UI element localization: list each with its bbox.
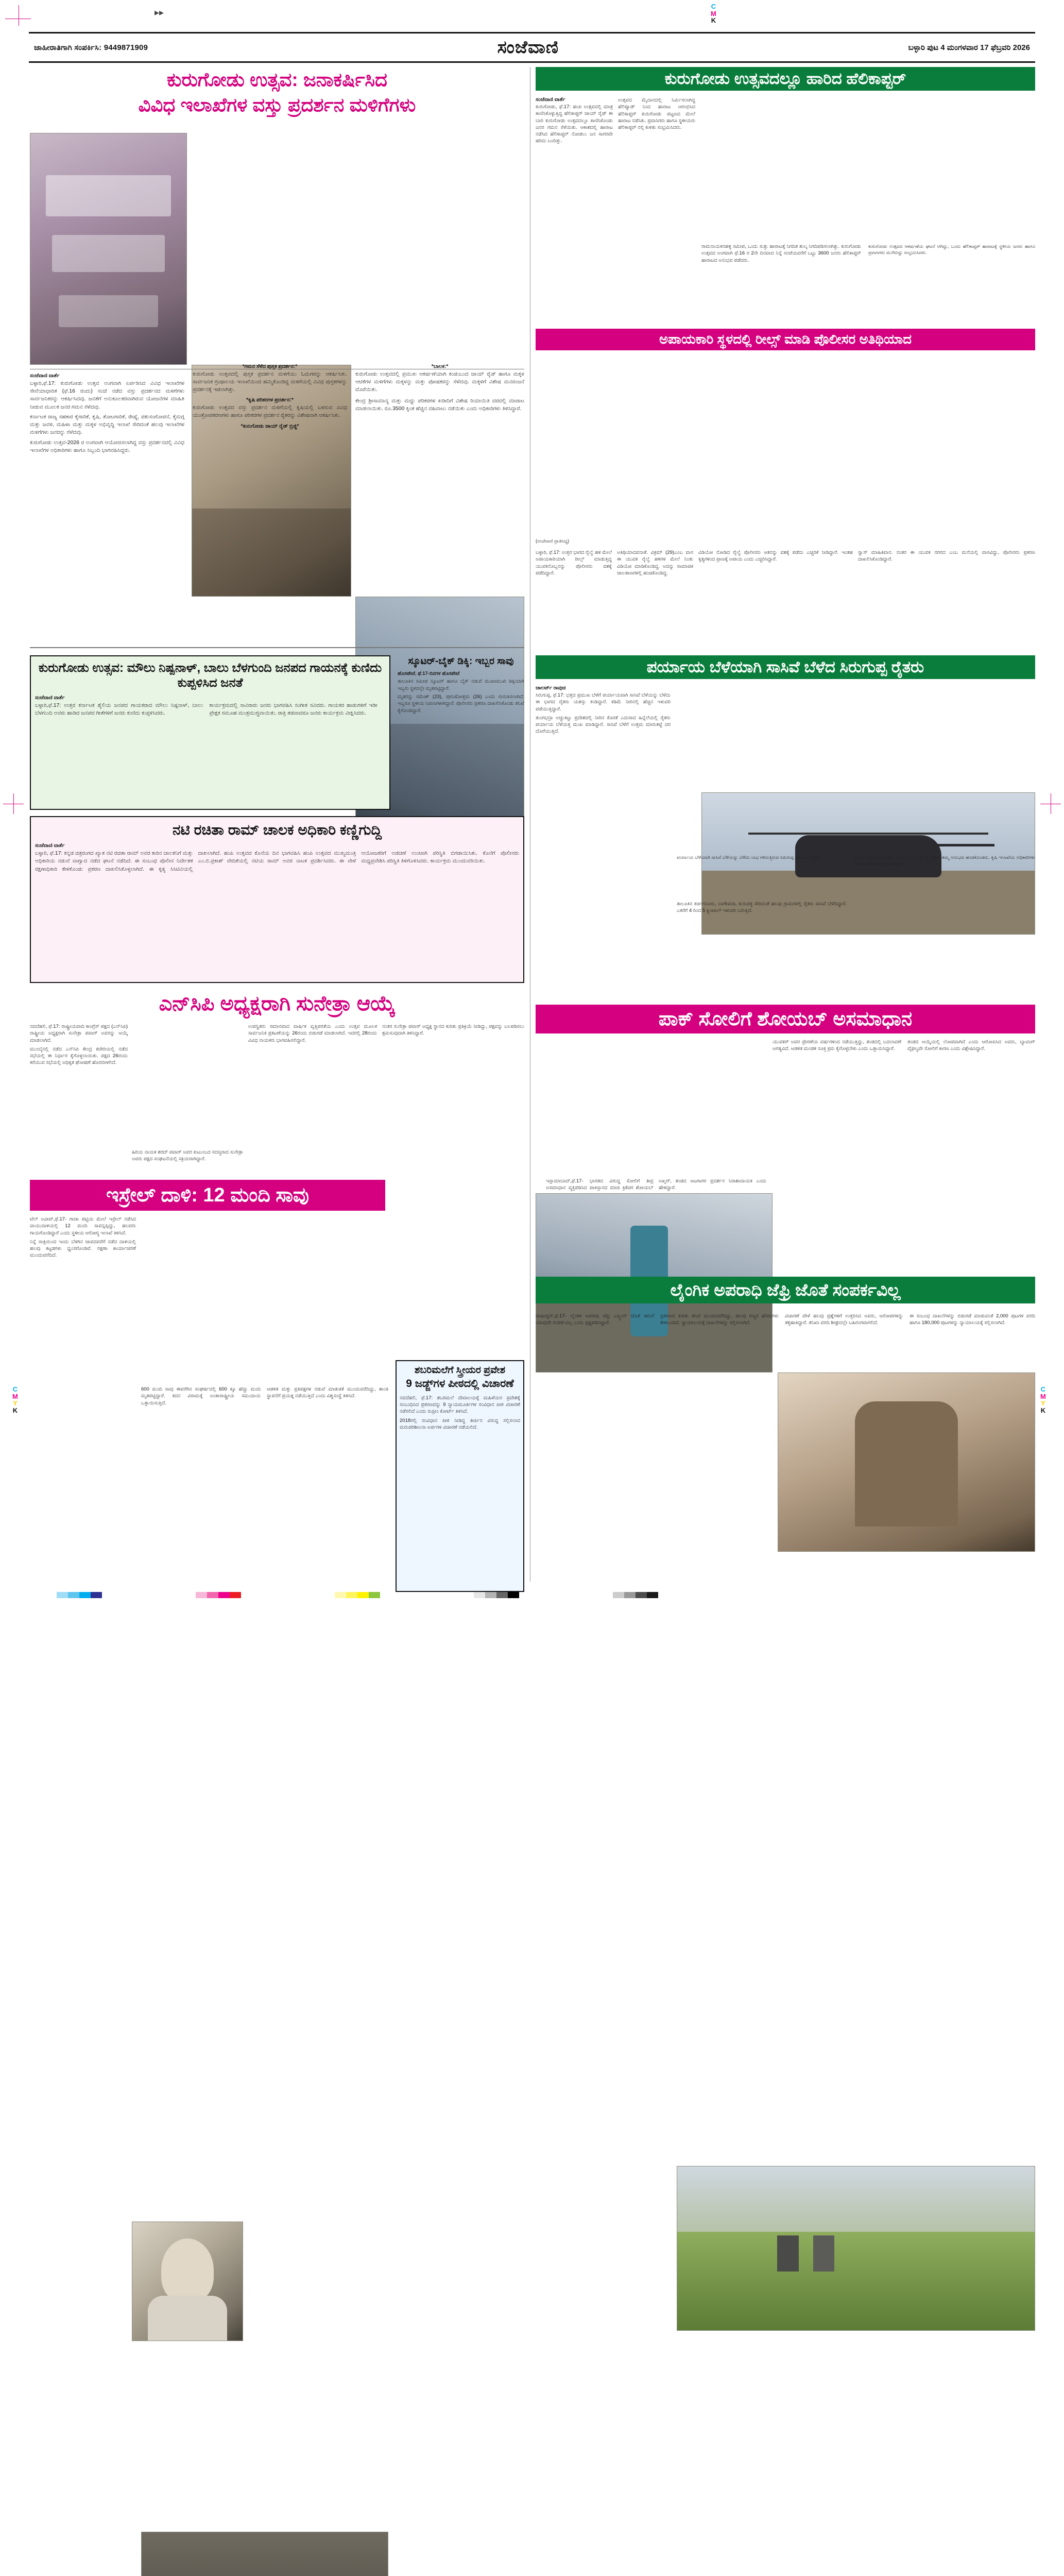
swatch-cyan-full bbox=[79, 1592, 91, 1598]
railway-text-3: ವಿಡಿಯೋ ನೋಡಿದ ರೈಲ್ವೆ ಪೊಲೀಸರು ಆತನನ್ನು ವಶಕ್ಕೆ ಪಡೆದು ಎಚ್ಚರಿಕೆ ನೀಡಿದ್ದಾರೆ. ಇಂತಹ ಕೃತ್ಯಗಳಿಂದ ಪ್ರಾಣಕ್ಕೆ ಅಪಾಯ ಎಂದು ಎಚ್ಚರಿಸಿದ್ದಾರೆ. bbox=[698, 550, 853, 563]
sabarimala-headline-1: ಶಬರಿಮಲೆಗೆ ಸ್ತ್ರೀಯರ ಪ್ರವೇಶ bbox=[414, 1365, 506, 1376]
swatch-blue bbox=[91, 1592, 102, 1598]
lead-text-1: ಬಳ್ಳಾರಿ,ಫೆ.17: ಕುರುಗೋಡು ಉತ್ಸವ ಅಂಗವಾಗಿ ಏರ್ಪಡಿಸಿದ ವಿವಿಧ ಇಲಾಖೆಗಳ ಸೇವೆಯಾಧಾರಿತ (ಫೆ.16 ರಂದು) ಸಂಜೆ ನಡೆದ ವಸ್ತು ಪ್ರದರ್ಶನದ ಮಳಿಗೆಗಳು ಸಾರ್ವಜನಿಕರನ್ನು ಆಕರ್ಷಿಸಿದವು. ಜನತೆಗೆ ಅನುಕೂಲಕರವಾಗಿರುವ ಯೋಜನೆಗಳ ಮಾಹಿತಿ ನೀಡುವ ಮೂಲಕ ಜನರ ಗಮನ ಸೆಳೆದವು. bbox=[30, 380, 184, 410]
ncp-text-1: ನವದೆಹಲಿ, ಫೆ.17: ರಾಷ್ಟ್ರೀಯವಾದಿ ಕಾಂಗ್ರೆಸ್ ಪಕ್ಷದ (ಎನ್‌ಸಿಪಿ) ರಾಷ್ಟ್ರೀಯ ಅಧ್ಯಕ್ಷರಾಗಿ ಸುನೇತ್ರಾ ಪವಾರ್ ಅವರನ್ನು ಆಯ್ಕೆ ಮಾಡಲಾಗಿದೆ. bbox=[30, 1024, 128, 1043]
color-calibration-bar-extra bbox=[613, 1592, 658, 1598]
cmyk-top-marker: C M K bbox=[711, 3, 716, 25]
railway-caption-text: (ಸಂಜೆವಾಣಿ ಪ್ರಾತಿನಿಧ್ಯ) bbox=[536, 538, 570, 544]
lead-headline bbox=[30, 68, 524, 116]
swatch-red bbox=[230, 1592, 241, 1598]
ncp-headline bbox=[30, 991, 524, 1016]
sexoffender-banner-text: ಲೈಂಗಿಕ ಅಪರಾಧಿ ಜೆಫ್ರಿ ಜೊತೆ ಸಂಪರ್ಕವಿಲ್ಲ bbox=[670, 1280, 901, 1299]
edition-info: ಬಳ್ಳಾರಿ ಪುಟ 4 ಮಂಗಳವಾರ 17 ಫೆಬ್ರವರಿ 2026 bbox=[908, 43, 1030, 52]
lead-headline-line1: ಕುರುಗೋಡು ಉತ್ಸವ: ಜನಾಕರ್ಷಿಸಿದ bbox=[167, 69, 387, 90]
swatch-yellow-full bbox=[357, 1592, 369, 1598]
lead-sub5-text: ಕೇಂದ್ರ ಶ್ರೀಸಾಮಾನ್ಯ ಮತ್ತು ಮದ್ದು ಪರಿಕರಗಳ ಖರೀದಿಗೆ ವಿಶೇಷ ರಿಯಾಯಿತಿ ದರದಲ್ಲಿ ಮಾರಾಟ ಮಾಡಲಾಯಿತು. ರೂ.3500 ಕ್ಕಿಂತ ಹೆಚ್ಚಿನ ವಹಿವಾಟು ನಡೆಯಿತು ಎಂದು ಅಧಿಕಾರಿಗಳು ತಿಳಿಸಿದ್ದಾರೆ. bbox=[355, 397, 524, 412]
swatch-yellow-mid bbox=[346, 1592, 357, 1598]
masthead bbox=[29, 32, 1035, 63]
israel-text-2: ನಿನ್ನೆ ರಾತ್ರಿಯಿಂದ ಇಂದು ಬೆಳಗಿನ ಜಾವದವರೆಗೆ ನಡೆದ ದಾಳಿಯಲ್ಲಿ ಹಲವು ಕಟ್ಟಡಗಳು ಧ್ವಂಸಗೊಂಡಿವೆ. ರಕ್ಷಣಾ ಕಾರ್ಯಾಚರಣೆ ಮುಂದುವರೆದಿದೆ. bbox=[30, 1239, 136, 1259]
sabarimala-headline-2: 9 ಜಡ್ಜ್‌ಗಳ ಪೀಠದಲ್ಲಿ ವಿಚಾರಣೆ bbox=[406, 1378, 514, 1390]
folk-singers-headline: ಕುರುಗೋಡು ಉತ್ಸವ: ಮೌಲು ನಿಷ್ಪನಾಳ್, ಬಾಲು ಬೆಳಗುಂದಿ ಜನಪದ ಗಾಯನಕ್ಕೆ ಕುಣಿದು ಕುಪ್ಪಳಿಸಿದ ಜನತೆ bbox=[38, 661, 382, 690]
helicopter-text-3: ರಾಮನಾಯಕನಹಳ್ಳಿ ಸಮೀಪ, ಒಂದು ಸುತ್ತು ಹಾರಾಟಕ್ಕೆ ನಿಗದಿತ ಶುಲ್ಕ ನಿಗದಿಪಡಿಸಲಾಗಿತ್ತು. ಕುರುಗೋಡು ಉತ್ಸವದ ಅಂಗವಾಗಿ ಫೆ.16 ರ 2ನೇ ದಿನವಾದ ನಿನ್ನೆ ಸಂಜೆಯವರೆಗೆ ಒಟ್ಟು 3600 ಜನರು ಹೆಲಿಕಾಪ್ಟರ್ ಹಾರಾಟದ ಅನುಭವ ಪಡೆದರು. bbox=[701, 244, 861, 263]
color-calibration-bar-magenta bbox=[196, 1592, 241, 1598]
israel-banner-text: ಇಸ್ರೇಲ್ ದಾಳಿ: 12 ಮಂದಿ ಸಾವು bbox=[106, 1184, 309, 1206]
exhibition-stall-photo bbox=[30, 133, 187, 365]
farmers-text-2: ತುಂಗಭದ್ರಾ ಅಚ್ಚುಕಟ್ಟು ಪ್ರದೇಶದಲ್ಲಿ ನೀರಿನ ಕೊರತೆ ಎದುರಾದ ಹಿನ್ನೆಲೆಯಲ್ಲಿ ರೈತರು ಪರ್ಯಾಯ ಬೆಳೆಯತ್ತ ಮುಖ ಮಾಡಿದ್ದಾರೆ. ಸಾಸಿವೆ ಬೆಳೆಗೆ ಉತ್ತಮ ಮಾರುಕಟ್ಟೆ ದರ ದೊರೆಯುತ್ತಿದೆ. bbox=[536, 715, 671, 735]
helicopter-caption bbox=[868, 243, 1035, 326]
railway-caption bbox=[536, 538, 690, 548]
lead-sub4-title: *ಬಾಲಕ:* bbox=[431, 364, 449, 369]
railway-text-4: ಸ್ವಾಸ್ ಮಾಹಿತಿವಾನ. ನಂತರ ಈ ಯುವಕ ನಗರದ ಎಂಬ ಮನೆಯಲ್ಲಿ ವಾಸವಿದ್ದು, ಪೊಲೀಸರು ಪ್ರಕರಣ ದಾಖಲಿಸಿಕೊಂಡಿದ್ದಾರೆ. bbox=[858, 550, 1035, 563]
railway-text-2: ಅತಿಥಿಯಾದವನಾತೆ. ವಿಕ್ರಮ್ (29)ಎಂಬ ವಾಸ ಈ ಯುವಕ ರೈಲ್ವೆ ಹಳಿಗಳ ಮೇಲೆ ನಿಂತು ವಿಡಿಯೋ ಮಾಡಿಕೊಂಡಿದ್ದ. ಅದನ್ನು ಸಾಮಾಜಿಕ ಜಾಲತಾಣಗಳಲ್ಲಿ ಹಂಚಿಕೊಂಡಿದ್ದ. bbox=[617, 550, 693, 576]
swatch-cyan-mid bbox=[68, 1592, 79, 1598]
israel-banner bbox=[30, 1180, 385, 1211]
helicopter-col-1 bbox=[536, 97, 613, 318]
swatch-gray-60 bbox=[496, 1592, 508, 1598]
color-calibration-bar bbox=[57, 1592, 102, 1598]
railway-banner-text: ಅಪಾಯಕಾರಿ ಸ್ಥಳದಲ್ಲಿ ರೀಲ್ಸ್ ಮಾಡಿ ಪೊಲೀಸರ ಅತಿಥಿಯಾದ bbox=[659, 331, 912, 347]
scooter-text-1: ತಾಲೂಕಿನ ಸಮೀಪ ಸ್ಕೂಟರ್ ಹಾಗೂ ಬೈಕ್ ನಡುವೆ ಮುಖಾಮುಖಿ ಡಿಕ್ಕಿಯಾಗಿ ಇಬ್ಬರು ಸ್ಥಳದಲ್ಲೇ ಮೃತಪಟ್ಟಿದ್ದಾರೆ. bbox=[398, 679, 524, 691]
ncp-headline-text: ಎನ್‌ಸಿಪಿ ಅಧ್ಯಕ್ಷರಾಗಿ ಸುನೇತ್ರಾ ಆಯ್ಕೆ bbox=[159, 992, 396, 1015]
farmers-text-3: ತಾಲೂಕಿನ ಕರ್ಚಿಗನೂರು, ಬಾಗೇವಾಡಿ, ಕುರುವಳ್ಳಿ ಸೇರಿದಂತೆ ಹಲವು ಗ್ರಾಮಗಳಲ್ಲಿ ರೈತರು ಸಾಸಿವೆ ಬೆಳೆದಿದ್ದಾರೆ. ಎಕರೆಗೆ 4 ರಿಂದ 5 ಕ್ವಿಂಟಾಲ್ ಇಳುವರಿ ಬರುತ್ತಿದೆ. bbox=[677, 901, 847, 914]
sexoffender-text-3: ವಿಚಾರಣೆ ವೇಳೆ ಹಲವು ಪ್ರಶ್ನೆಗಳಿಗೆ ಉತ್ತರಿಸಿದ ಅವರು, ಆರೋಪಗಳನ್ನು ತಳ್ಳಿಹಾಕಿದ್ದಾರೆ. ತನಿಖಾ ವರದಿ ಶೀಘ್ರದಲ್ಲೇ ಬಹಿರಂಗವಾಗಲಿದೆ. bbox=[785, 1313, 903, 1326]
farmers-banner-text: ಪರ್ಯಾಯ ಬೆಳೆಯಾಗಿ ಸಾಸಿವೆ ಬೆಳೆದ ಸಿರುಗುಪ್ಪ ರೈತರು bbox=[646, 657, 924, 676]
sexoffender-text-1: ವಾಷಿಂಗ್ಟನ್,ಫೆ.17- ಲೈಂಗಿಕ ಅಪರಾಧಿ ಜೆಫ್ರಿ ಎಪ್ಸ್ಟೀನ್ ಜೊತೆ ತಮಗೆ ಯಾವುದೇ ಸಂಪರ್ಕವಿಲ್ಲ ಎಂದು ಸ್ಪಷ್ಟಪಡಿಸಿದ್ದಾರೆ. bbox=[536, 1313, 654, 1326]
sexoffender-col-1 bbox=[536, 1313, 654, 1591]
ncp-col-1 bbox=[30, 1023, 128, 1157]
folk-singers-box bbox=[30, 655, 390, 810]
pak-text-1: ಇಸ್ಲಾಮಾಬಾದ್,ಫೆ.17- ಭಾರತದ ವಿರುದ್ಧ ಸೋಲಿಗೆ ತೀವ್ರ ಅಸಮಾಧಾನ ವ್ಯಕ್ತಪಡಿಸಿದ ಪಾಕಿಸ್ತಾನದ ಮಾಜಿ ಕ್ರಿಕೆಟಿಗ ಶೋಯಬ್ ಅಖ್ತರ್, ತಂಡದ ಆಟಗಾರರ ಪ್ರದರ್ಶನ ನಿರಾಶಾದಾಯಕ ಎಂದು ಹೇಳಿದ್ದಾರೆ. bbox=[546, 1178, 766, 1191]
swatch-extra-2 bbox=[624, 1592, 636, 1598]
scooter-byline: ಹೊಸಪೇಟೆ, ಫೆ.17-ದಿನಗಳ ಹೊಸಪೇಟೆ bbox=[398, 671, 460, 677]
pak-banner-text: ಪಾಕ್ ಸೋಲಿಗೆ ಶೋಯಬ್ ಅಸಮಾಧಾನ bbox=[658, 1008, 913, 1030]
israel-text-3: 600 ಮಂದಿ ಸಾವು ಈವರೆಗಿನ ಸಂಘರ್ಷದಲ್ಲಿ 600 ಕ್ಕೂ ಹೆಚ್ಚು ಮಂದಿ ಮೃತಪಟ್ಟಿದ್ದಾರೆ. ಕದನ ವಿರಾಮಕ್ಕೆ ಅಂತಾರಾಷ್ಟ್ರೀಯ ಸಮುದಾಯ ಒತ್ತಾಯಿಸುತ್ತಿದೆ. bbox=[141, 1386, 261, 1406]
helicopter-banner-text: ಕುರುಗೋಡು ಉತ್ಸವದಲ್ಲೂ ಹಾರಿದ ಹೆಲಿಕಾಪ್ಟರ್ bbox=[664, 69, 906, 88]
sexoffender-col-2 bbox=[660, 1313, 779, 1591]
sunetra-pawar-photo bbox=[132, 2222, 243, 2341]
lead-sub2-title: *ಕೃಷಿ ಪರಿಕರಗಳ ಪ್ರದರ್ಶನ:* bbox=[246, 397, 294, 403]
ncp-col-3 bbox=[132, 1149, 243, 1283]
farmers-text-1: ಸಿರುಗುಪ್ಪ, ಫೆ.17: ಭತ್ತದ ಪ್ರಮುಖ ಬೆಳೆಗೆ ಪರ್ಯಾಯವಾಗಿ ಸಾಸಿವೆ ಬೆಳೆಯನ್ನು ಬೆಳೆದು ಈ ಭಾಗದ ರೈತರು ಯಶಸ್ಸು ಕಂಡಿದ್ದಾರೆ. ಕಡಿಮೆ ನೀರಿನಲ್ಲಿ ಹೆಚ್ಚಿನ ಇಳುವರಿ ಪಡೆಯುತ್ತಿದ್ದಾರೆ. bbox=[536, 692, 671, 712]
israel-col-3 bbox=[141, 1386, 261, 1592]
lead-sub4-text: ಕುರುಗೋಡು ಉತ್ಸವದಲ್ಲಿ ಪ್ರಮುಖ ಆಕರ್ಷಣೆಯಾಗಿ ಕಂಡುಬಂದ ಜಾಯ್ ರೈಡ್ ಹಾಗೂ ಮಕ್ಕಳ ಆಟಿಕೆಗಳ ಮಳಿಗೆಗಳು ಮಕ್ಕಳನ್ನು ಮತ್ತು ಪೋಷಕರನ್ನು ಸೆಳೆದವು. ಮಕ್ಕಳಿಗೆ ವಿಶೇಷ ಮನರಂಜನೆ ದೊರೆಯಿತು. bbox=[355, 371, 524, 393]
helicopter-text-2: ಉತ್ಸವದ ಮೈದಾನದಲ್ಲಿ ನಿರ್ಮಿಸಲಾಗಿದ್ದ ಹೆಲಿಪ್ಯಾಡ್ ನಿಂದ ಹಾರಾಟ ಆರಂಭಿಸಿದ ಹೆಲಿಕಾಪ್ಟರ್ ಕುರುಗೋಡು ಪಟ್ಟಣದ ಮೇಲೆ ಹಾರಾಟ ನಡೆಸಿತು. ಪ್ರವಾಸಿಗರು ಹಾಗೂ ಸ್ಥಳೀಯರು ಹೆಲಿಕಾಪ್ಟರ್ ನಲ್ಲಿ ಕುಳಿತು ಸಂಭ್ರಮಿಸಿದರು. bbox=[618, 97, 695, 131]
pak-text-2: ತಂಡದ ಆಯ್ಕೆಯಲ್ಲಿ ಲೋಪವಾಗಿದೆ ಎಂದು ಆರೋಪಿಸಿದ ಅವರು, ಬ್ಯಾಟಿಂಗ್ ವೈಫಲ್ಯವೇ ಸೋಲಿಗೆ ಕಾರಣ ಎಂದು ವಿಶ್ಲೇಷಿಸಿದ್ದಾರೆ. bbox=[907, 1039, 1035, 1052]
folk-singers-text-1: ಬಳ್ಳಾರಿ,ಫೆ.17: ಉತ್ತರ ಕರ್ನಾಟಕ ಶೈಲಿಯ ಜನಪದ ಗಾಯಕರಾದ ಮೌಲು ನಿಷ್ಪನಾಳ್, ಬಾಲು ಬೆಳಗುಂದಿ ಅವರು ಹಾಡಿದ ಜನಪದ ಗೀತೆಗಳಿಗೆ ಜನರು ಕುಣಿದು ಕುಪ್ಪಳಿಸಿದರು. bbox=[35, 702, 203, 716]
ncp-text-4: ಉಪಸ್ಥಿತರು ಸಮಾನವಾದ ವಾರ್ಷಿಕ ವೃತ್ತಿಪರತೆಯ ಎಂದು ಉತ್ಸವ ಮೂಲಕ ಸಾರ್ವಜನಿಕ ಪ್ರಕಟಣೆಯನ್ನು 26ರಂದು ಬಿಡುಗಡೆ ಮಾಡಲಾಗಿದೆ. ಇದರಲ್ಲಿ 28ರಂದು ವಿವಿಧ ನಾಯಕರು ಭಾಗವಹಿಸಲಿದ್ದಾರೆ. bbox=[248, 1024, 377, 1043]
swatch-magenta-light bbox=[196, 1592, 207, 1598]
israel-text-4: ಆಡಳಿತ ಮತ್ತು ಪ್ರತಿಪಕ್ಷಗಳ ನಡುವೆ ಮಾತುಕತೆ ಮುಂದುವರೆದಿದ್ದು, ಶಾಂತಿ ಸ್ಥಾಪನೆಗೆ ಪ್ರಯತ್ನ ನಡೆಯುತ್ತಿದೆ ಎಂದು ವಿಶ್ವಸಂಸ್ಥೆ ತಿಳಿಸಿದೆ. bbox=[267, 1386, 388, 1399]
lead-sub2-text: ಕುರುಗೋಡು ಉತ್ಸವದ ವಸ್ತು ಪ್ರದರ್ಶನ ಮಳಿಗೆಯಲ್ಲಿ ಕೃಷಿಯಲ್ಲಿ ಬಳಸುವ ವಿವಿಧ ಯಂತ್ರೋಪಕರಣಗಳು ಹಾಗೂ ಪರಿಕರಗಳ ಪ್ರದರ್ಶನ ರೈತರನ್ನು ವಿಶೇಷವಾಗಿ ಆಕರ್ಷಿಸಿತು. bbox=[193, 404, 347, 418]
sexoffender-banner bbox=[536, 1277, 1035, 1303]
farmers-byline: ಚಾಲರ್ಟ್ ರಾವುಚ bbox=[536, 685, 566, 691]
swatch-cyan bbox=[57, 1592, 68, 1598]
crop-mark-mid-left-v bbox=[13, 793, 14, 814]
sexoffender-col-4 bbox=[909, 1313, 1035, 1591]
railway-text-1: ಬಳ್ಳಾರಿ, ಫೆ.17: ಉತ್ತರ ಭಾಗದ ರೈಲ್ವೆ ಹಳಿ ಮೇಲೆ ಅಪಾಯಕಾರಿಯಾಗಿ ರೀಲ್ಸ್ ಮಾಡುತ್ತಿದ್ದ ಯುವಕನೊಬ್ಬನನ್ನು ಪೊಲೀಸರು ವಶಕ್ಕೆ ಪಡೆದಿದ್ದಾರೆ. bbox=[536, 550, 612, 576]
lead-byline: ಸಂಜೆವಾಣಿ ವಾರ್ತೆ bbox=[30, 373, 60, 379]
swatch-gray-30 bbox=[485, 1592, 496, 1598]
sabarimala-text-2: 2018ರಲ್ಲಿ ಸಂವಿಧಾನ ಪೀಠ ನೀಡಿದ್ದ ತೀರ್ಪಿನ ವಿರುದ್ಧ ಸಲ್ಲಿಸಲಾದ ಮರುಪರಿಶೀಲನಾ ಅರ್ಜಿಗಳ ವಿಚಾರಣೆ ನಡೆಯಲಿದೆ. bbox=[400, 1417, 520, 1430]
cmyk-bottom-marker: C M Y K bbox=[1040, 1385, 1046, 1414]
sabarimala-text-1: ನವದೆಹಲಿ, ಫೆ.17: ಶಬರಿಮಲೆ ದೇವಾಲಯಕ್ಕೆ ಮಹಿಳೆಯರ ಪ್ರವೇಶಕ್ಕೆ ಸಂಬಂಧಿಸಿದ ಪ್ರಕರಣವನ್ನು 9 ನ್ಯಾಯಮೂರ್ತಿಗಳ ಸಂವಿಧಾನ ಪೀಠ ವಿಚಾರಣೆ ನಡೆಸಲಿದೆ ಎಂದು ಸುಪ್ರೀಂ ಕೋರ್ಟ್ ತಿಳಿಸಿದೆ. bbox=[400, 1395, 520, 1415]
helicopter-caption-text: ಕುರುಗೋಡು ಉತ್ಸವದ ಆಕರ್ಷಣೆಯ ಘಟನೆ ಆಗಿದ್ದು, ಒಂದು ಹೆಲಿಕಾಪ್ಟರ್ ಹಾರಾಟಕ್ಕೆ ಸ್ಥಳೀಯ ಜನರು ಹಾಗೂ ಪ್ರವಾಸಿಗರು ಮುಗಿಬಿದ್ದು ಸಂಭ್ರಮಿಸಿದರು. bbox=[868, 244, 1035, 256]
paper-title bbox=[497, 38, 559, 58]
lead-col-3 bbox=[355, 364, 524, 642]
lead-headline-line2: ವಿವಿಧ ಇಲಾಖೆಗಳ ವಸ್ತು ಪ್ರದರ್ಶನ ಮಳಿಗೆಗಳು bbox=[138, 94, 416, 116]
lead-text-1c: ಕುರುಗೋಡು ಉತ್ಸವ-2026 ರ ಅಂಗವಾಗಿ ಆಯೋಜಿಸಲಾಗಿದ್ದ ವಸ್ತು ಪ್ರದರ್ಶನದಲ್ಲಿ ವಿವಿಧ ಇಲಾಖೆಗಳ ಅಧಿಕಾರಿಗಳು ಹಾಗೂ ಸಿಬ್ಬಂದಿ ಭಾಗವಹಿಸಿದ್ದರು. bbox=[30, 439, 184, 453]
color-calibration-bar-gray bbox=[474, 1592, 519, 1598]
railway-banner bbox=[536, 329, 1035, 350]
lead-col-2 bbox=[193, 364, 347, 642]
swatch-green bbox=[369, 1592, 380, 1598]
pak-col-2 bbox=[907, 1039, 1035, 1255]
swatch-gray-10 bbox=[474, 1592, 485, 1598]
lead-sub3-title: *ಕುರುಗೋಡು ಜಾಯ್ ರೈಡ್ ಬ್ರಿಜ್ಜಿ* bbox=[241, 423, 299, 430]
helicopter-text-1: ಕುರುಗೋಡು, ಫೆ.17: ಹಂಪಿ ಉತ್ಸವದಲ್ಲಿ ಮಾತ್ರ ಕಾಣಿಸಿಕೊಳ್ಳುತ್ತಿದ್ದ ಹೆಲಿಕಾಪ್ಟರ್ ಜಾಯ್ ರೈಡ್ ಈ ಬಾರಿ ಕುರುಗೋಡು ಉತ್ಸವದಲ್ಲೂ ಕಾಣಿಸಿಕೊಂಡು ಜನರ ಗಮನ ಸೆಳೆಯಿತು. ಆಕಾಶದಲ್ಲಿ ಹಾರಾಟ ನಡೆಸಿದ ಹೆಲಿಕಾಪ್ಟರ್ ನೋಡಲು ಜನ ಸಾಗರವೇ ಹರಿದು ಬಂದಿತ್ತು. bbox=[536, 104, 613, 144]
scooter-text-2: ಮೃತರನ್ನು ರಮೇಶ್ (23), ಪುರುಷೋತ್ತಮ (26) ಎಂದು ಗುರುತಿಸಲಾಗಿದೆ. ಇಬ್ಬರೂ ಸ್ಥಳೀಯ ನಿವಾಸಿಗಳಾಗಿದ್ದಾರೆ. ಪೊಲೀಸರು ಪ್ರಕರಣ ದಾಖಲಿಸಿಕೊಂಡು ತನಿಖೆ ಕೈಗೊಂಡಿದ್ದಾರೆ. bbox=[398, 694, 524, 714]
swatch-extra-4 bbox=[647, 1592, 658, 1598]
sexoffender-col-3 bbox=[785, 1313, 903, 1591]
funeral-procession-photo bbox=[141, 2532, 388, 2576]
actress-text: ಬಳ್ಳಾರಿ, ಫೆ.17: ಕನ್ನಡ ಚಿತ್ರರಂಗದ ಖ್ಯಾತ ನಟಿ ರಚಿತಾ ರಾಮ್ ಅವರ ಕಾರಿನ ಚಾಲಕನಿಗೆ ಮತ್ತು ಅಧಿಕಾರಿಯ ನಡುವೆ ವಾಗ್ವಾದ ನಡೆದ ಘಟನೆ ನಡೆದಿದೆ. ಈ ಸಂಬಂಧ ಪೊಲೀಸ ನಿರ್ದೇಶಕ ರಕ್ಷಣಾಧಿಕಾರಿ ಕೇಳಿಕೊಂಡು ಪ್ರಕರಣ ದಾಖಲಿಸಿಕೊಳ್ಳಲಾಗಿದೆ. ಈ ಕೃತ್ಯ ಸಿಸಿಟಿವಿಯಲ್ಲಿ ದಾಖಲಾಗಿದೆ. ಹಂಪಿ ಉತ್ಸವದ ಕೊನೆಯ ದಿನ ಭಾಗವಹಿಸಿ ಹಂಪಿ ಉತ್ಸವದ ಮುಖ್ಯಮಂತ್ರಿ ಎಂ.ಬಿ.ಪ್ರಕಾಶ್ ವೇದಿಕೆಯಲ್ಲಿ ನಟಿಯ ರಾಮ್ ಅವರ ನಾಟಕ ಪ್ರದರ್ಶಿಸಿದರು. ಈ ವೇಳೆ ಆಯೋಜಕರಿಗೆ ಅಡಚಣೆ ಉಂಟಾಗಿ ಪರಿಸ್ಥಿತಿ ಬಿಗಡಾಯಿಸಿತು. ಕೊನೆಗೆ ಪೊಲೀಸರು ಮಧ್ಯಪ್ರವೇಶಿಸಿ ಪರಿಸ್ಥಿತಿ ತಿಳಿಗೊಳಿಸಿದರು. ಕಾರ್ಯಕ್ರಮ ಮುಂದುವರಿಯಿತು. bbox=[35, 850, 519, 872]
ad-contact-label: ಜಾಹೀರಾತಿಗಾಗಿ ಸಂಪರ್ಕಿಸಿ: 9449871909 bbox=[34, 43, 148, 52]
sabarimala-box bbox=[396, 1360, 524, 1592]
actress-byline: ಸಂಜೆವಾಣಿ ವಾರ್ತೆ bbox=[35, 843, 65, 849]
ncp-text-2: ಮುಂಬೈನಲ್ಲಿ ನಡೆದ ಎನ್‌ಸಿಪಿ ಕೇಂದ್ರ ಕಚೇರಿಯಲ್ಲಿ ನಡೆದ ಸಭೆಯಲ್ಲಿ ಈ ನಿರ್ಧಾರ ಕೈಗೊಳ್ಳಲಾಯಿತು. ಪಕ್ಷದ 26ರಂದು ಕರೆಯುವ ಸಭೆಯಲ್ಲಿ ಅಧಿಕೃತ ಘೋಷಣೆ ಹೊರಬೀಳಲಿದೆ. bbox=[30, 1046, 128, 1066]
lead-bottom-rule bbox=[30, 647, 524, 648]
lead-sub1-title: *ಗಮನ ಸೆಳೆದ ಪುಸ್ತಕ ಪ್ರದರ್ಶನ:* bbox=[242, 364, 298, 369]
ncp-text-5: ನಂತರ ಸುನೇತ್ರಾ ಪವಾರ್ ಅಧ್ಯಕ್ಷ ಸ್ಥಾನದ ಕುರಿತು ಪ್ರತಿಕ್ರಿಯೆ ನೀಡಿದ್ದು, ಪಕ್ಷವನ್ನು ಬಲಪಡಿಸಲು ಶ್ರಮಿಸುವುದಾಗಿ ತಿಳಿಸಿದ್ದಾರೆ. bbox=[382, 1024, 524, 1037]
helicopter-col-2 bbox=[618, 97, 695, 318]
israel-col-1 bbox=[30, 1216, 136, 1592]
farmers-caption-1 bbox=[677, 854, 847, 895]
railway-col-1 bbox=[536, 549, 612, 652]
lead-text-1b: ಕರ್ನಾಟಕ ರಾಜ್ಯ ಸಹಕಾರ ಕೈಗಾರಿಕೆ, ಕೃಷಿ, ತೋಟಗಾರಿಕೆ, ರೇಷ್ಮೆ, ಪಶುಸಂಗೋಪನೆ, ಕೈಮಗ್ಗ ಮತ್ತು ಜವಳಿ, ಮಹಿಳಾ ಮತ್ತು ಮಕ್ಕಳ ಅಭಿವೃದ್ಧಿ ಇಲಾಖೆ ಸೇರಿದಂತೆ ಹಲವು ಇಲಾಖೆಗಳ ಮಳಿಗೆಗಳು ಜನರನ್ನು ಸೆಳೆದವು. bbox=[30, 413, 184, 436]
ncp-col-5 bbox=[382, 1023, 524, 1167]
actress-box bbox=[30, 816, 524, 983]
swatch-extra-1 bbox=[613, 1592, 624, 1598]
ncp-text-3: ಹಿರಿಯ ನಾಯಕ ಶರದ್ ಪವಾರ್ ಅವರ ಕುಟುಂಬದ ಸದಸ್ಯರಾದ ಸುನೇತ್ರಾ ಅವರು ಪಕ್ಷದ ಸಂಘಟನೆಯಲ್ಲಿ ಸಕ್ರಿಯರಾಗಿದ್ದಾರೆ. bbox=[132, 1149, 243, 1162]
ncp-col-4 bbox=[248, 1023, 377, 1167]
swatch-extra-3 bbox=[636, 1592, 647, 1598]
swatch-magenta-full bbox=[218, 1592, 230, 1598]
registration-mark: ▸▸ bbox=[155, 7, 164, 18]
farmers-caption-2-text: ಸಾಸಿವೆ ಬೆಳೆಯಿಂದ ಉತ್ತಮ ಆದಾಯ ಗಳಿಸುತ್ತಿರುವ ರೈತರು ತಮ್ಮ ಅನುಭವ ಹಂಚಿಕೊಂಡರು. ಕೃಷಿ ಇಲಾಖೆಯ ಅಧಿಕಾರಿಗಳು ರೈತರಿಗೆ ಮಾರ್ಗದರ್ಶನ ನೀಡಿದ್ದಾರೆ. bbox=[854, 855, 1035, 867]
farmers-col-1 bbox=[536, 685, 671, 907]
mustard-field-photo bbox=[677, 2166, 1035, 2331]
farmers-banner bbox=[536, 655, 1035, 679]
helicopter-col-3 bbox=[701, 243, 861, 326]
scooter-headline: ಸ್ಕೂಟರ್-ಬೈಕ್ ಡಿಕ್ಕಿ: ಇಬ್ಬರ ಸಾವು bbox=[408, 656, 514, 667]
swatch-magenta-mid bbox=[207, 1592, 218, 1598]
pak-banner bbox=[536, 1005, 1035, 1033]
farmers-caption-1-text: ಪರ್ಯಾಯ ಬೆಳೆಯಾಗಿ ಸಾಸಿವೆ ಬೆಳೆಯನ್ನು ಬೆಳೆದು ಲಾಭ ಗಳಿಸುತ್ತಿರುವ ಸಿರುಗುಪ್ಪ ತಾಲೂಕಿನ ರೈತರು. bbox=[677, 855, 822, 860]
actress-headline: ನಟಿ ರಚಿತಾ ರಾಮ್ ಚಾಲಕ ಅಧಿಕಾರಿ ಕಣ್ಣಿಗುದ್ದಿ bbox=[172, 822, 382, 838]
sexoffender-text-2: ಪ್ರಕರಣದ ಕುರಿತು ತನಿಖೆ ಮುಂದುವರೆದಿದ್ದು, ಹಲವು ಗಣ್ಯರ ಹೆಸರುಗಳು ಕೇಳಿಬಂದಿವೆ. ನ್ಯಾಯಾಲಯಕ್ಕೆ ದಾಖಲೆಗಳನ್ನು ಸಲ್ಲಿಸಲಾಗಿದೆ. bbox=[660, 1313, 779, 1326]
cmyk-bottom-left-marker: C M Y K bbox=[12, 1385, 18, 1414]
pak-col-3 bbox=[773, 1039, 901, 1255]
paper-title-text: ಸಂಜೆವಾಣಿ bbox=[497, 37, 559, 57]
israel-text-1: ಟೆಲ್ ಅವೀವ್,ಫೆ.17- ಗಾಜಾ ಪಟ್ಟಿಯ ಮೇಲೆ ಇಸ್ರೇಲ್ ನಡೆಸಿದ ವಾಯುದಾಳಿಯಲ್ಲಿ 12 ಮಂದಿ ಸಾವನ್ನಪ್ಪಿದ್ದು, ಹಲವರು ಗಾಯಗೊಂಡಿದ್ದಾರೆ ಎಂದು ಸ್ಥಳೀಯ ಆರೋಗ್ಯ ಇಲಾಖೆ ತಿಳಿಸಿದೆ. bbox=[30, 1216, 136, 1236]
swatch-yellow-light bbox=[335, 1592, 346, 1598]
color-calibration-bar-yellow bbox=[335, 1592, 380, 1598]
pak-col-1 bbox=[546, 1178, 766, 1270]
sexoffender-text-4: ಈ ಸಂಬಂಧ ದಾಖಲೆಗಳನ್ನು ಬಿಡುಗಡೆ ಮಾಡುವಂತೆ 2,000 ಪುಟಗಳ ವರದಿ ಹಾಗೂ 180,000 ಪುಟಗಳನ್ನು ನ್ಯಾಯಾಲಯಕ್ಕೆ ಸಲ್ಲಿಸಲಾಗಿದೆ. bbox=[909, 1313, 1035, 1326]
folk-singers-byline: ಸಂಜೆವಾಣಿ ವಾರ್ತೆ bbox=[35, 694, 65, 701]
folk-singers-text-2: ಕಾರ್ಯಕ್ರಮದಲ್ಲಿ ಸಾವಿರಾರು ಜನರು ಭಾಗವಹಿಸಿ ಸಂಗೀತ ಸವಿದರು. ಗಾಯಕರ ಹಾಡುಗಳಿಗೆ ಇಡೀ ಪ್ರೇಕ್ಷಕ ಸಮೂಹ ಮಂತ್ರಮುಗ್ಧವಾಯಿತು. ರಾತ್ರಿ ತಡವಾದರೂ ಜನರು ಕಾರ್ಯಕ್ರಮ ವೀಕ್ಷಿಸಿದರು. bbox=[209, 702, 377, 716]
railway-col-3 bbox=[698, 549, 853, 652]
swatch-black bbox=[508, 1592, 519, 1598]
railway-col-2 bbox=[617, 549, 693, 652]
farmers-caption-2 bbox=[854, 854, 1035, 916]
israel-col-4 bbox=[267, 1386, 388, 1592]
railway-col-4 bbox=[858, 549, 1035, 652]
helicopter-banner bbox=[536, 67, 1035, 91]
helicopter-byline: ಸಂಜೆವಾಣಿ ವಾರ್ತೆ bbox=[536, 97, 565, 103]
lead-col-1 bbox=[30, 373, 184, 641]
farmers-col-3 bbox=[677, 901, 847, 993]
lead-sub1-text: ಕುರುಗೋಡು ಉತ್ಸವದಲ್ಲಿ ಪುಸ್ತಕ ಪ್ರದರ್ಶನ ಮಳಿಗೆಯು ಓದುಗರನ್ನು ಆಕರ್ಷಿಸಿತು. ಸಾರ್ವಜನಿಕ ಗ್ರಂಥಾಲಯ ಇಲಾಖೆಯಿಂದ ಹಮ್ಮಿಕೊಂಡಿದ್ದ ಮಳಿಗೆಯಲ್ಲಿ ವಿವಿಧ ಪುಸ್ತಕಗಳನ್ನು ಪ್ರದರ್ಶನಕ್ಕೆ ಇಡಲಾಗಿತ್ತು. bbox=[193, 371, 347, 393]
scooter-accident-box bbox=[398, 655, 524, 810]
pak-text-3: ಯುವಕರ್ ಅವರ ಪ್ರೇರಣೆಯ ವರ್ಷಗಳಿಂದ ನಡೆಯುತ್ತಿದ್ದು, ತಂಡದಲ್ಲಿ ಬದಲಾವಣೆ ಅಗತ್ಯವಿದೆ. ಆಡಳಿತ ಮಂಡಳಿ ಸೂಕ್ತ ಕ್ರಮ ಕೈಗೊಳ್ಳಬೇಕು ಎಂದು ಒತ್ತಾಯಿಸಿದ್ದಾರೆ. bbox=[773, 1039, 901, 1052]
